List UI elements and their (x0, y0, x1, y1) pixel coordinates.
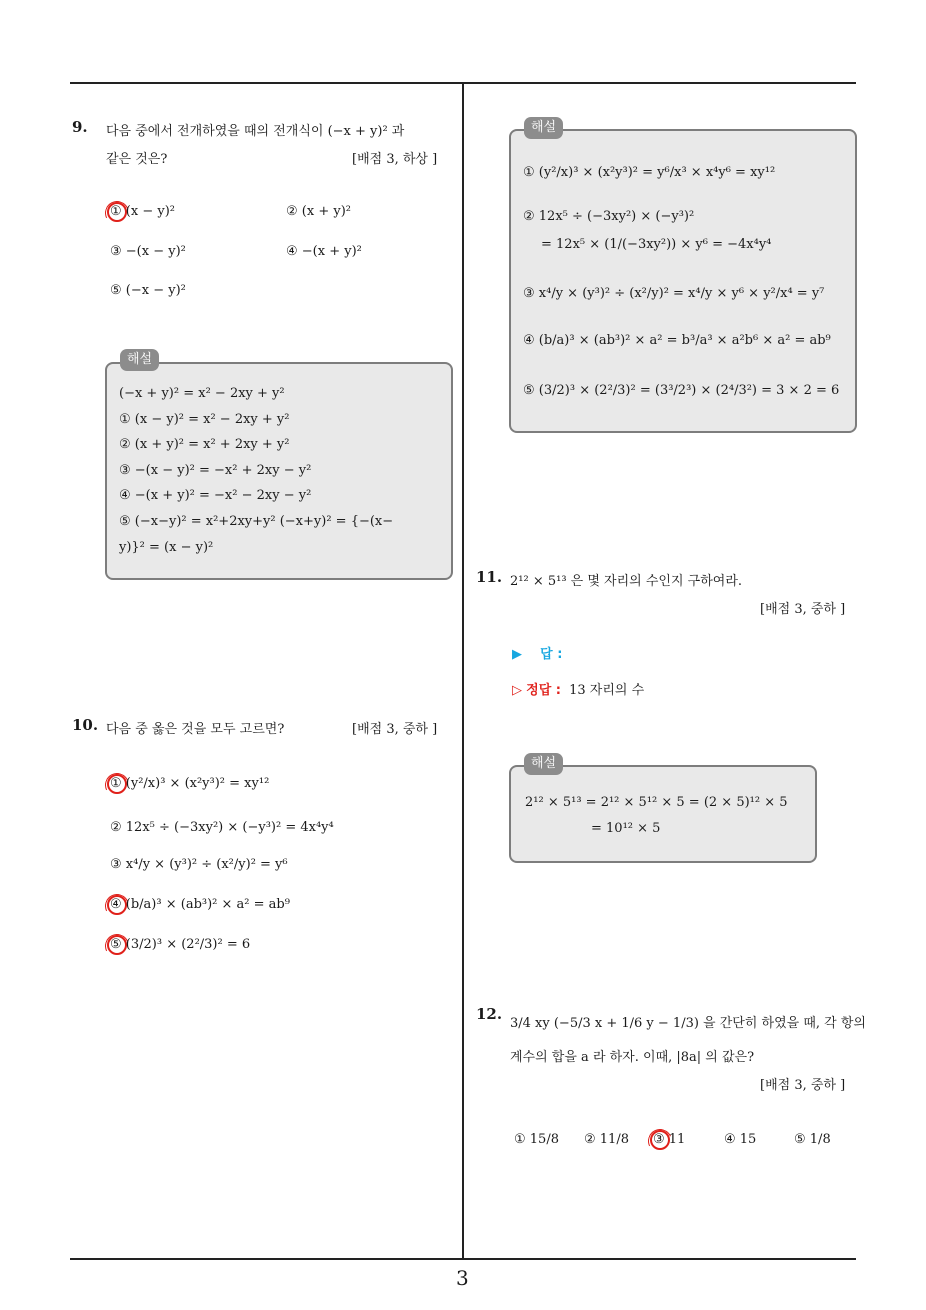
q10-solution-line-2: ② 12x⁵ ÷ (−3xy²) × (−y³)² (523, 209, 695, 224)
q9-solution-line-2: ① (x − y)² = x² − 2xy + y² (119, 412, 290, 427)
q9-number: 9. (72, 118, 88, 136)
q11-answer-label: 답 : (540, 647, 563, 662)
q12-choice-3[interactable]: ③ 11 (653, 1132, 686, 1147)
q9-text-line1: 다음 중에서 전개하였을 때의 전개식이 (−x + y)² 과 (106, 124, 405, 139)
q10-solution-line-6: ⑤ (3/2)³ × (2²/3)² = (3³/2³) × (2⁴/3²) = 3 × 2 = 6 (523, 383, 840, 398)
q10-solution-box (509, 129, 857, 433)
q12-choice-1[interactable]: ① 15/8 (514, 1132, 559, 1147)
q9-solution-tag: 해설 (120, 349, 159, 371)
q9-choice-3[interactable]: ③ −(x − y)² (110, 244, 186, 259)
q9-solution-line-1: (−x + y)² = x² − 2xy + y² (119, 386, 285, 401)
bottom-rule (70, 1258, 856, 1260)
q12-text-line2: 계수의 합을 a 라 하자. 이때, |8a| 의 값은? (510, 1050, 755, 1065)
q11-correct-row (512, 679, 644, 698)
q9-solution-line-7: y)}² = (x − y)² (119, 540, 214, 555)
q11-text: 2¹² × 5¹³ 은 몇 자리의 수인지 구하여라. (510, 574, 743, 589)
page-number: 3 (456, 1266, 469, 1290)
q9-choice-5[interactable]: ⑤ (−x − y)² (110, 283, 186, 298)
q9-solution-line-6: ⑤ (−x−y)² = x²+2xy+y² (−x+y)² = {−(x− (119, 514, 394, 529)
q10-text: 다음 중 옳은 것을 모두 고르면? (106, 722, 285, 737)
q11-solution-line-1: 2¹² × 5¹³ = 2¹² × 5¹² × 5 = (2 × 5)¹² × 5 (525, 795, 788, 810)
q9-solution-line-3: ② (x + y)² = x² + 2xy + y² (119, 437, 290, 452)
q10-solution-tag: 해설 (524, 117, 563, 139)
q10-choice-5[interactable]: ⑤ (3/2)³ × (2²/3)² = 6 (110, 937, 251, 952)
q12-text-line1: 3/4 xy (−5/3 x + 1/6 y − 1/3) 을 간단히 하였을 때, 각 항의 (510, 1016, 866, 1031)
q10-meta: [배점 3, 중하 ] (352, 722, 438, 737)
q9-text-line2: 같은 것은? (106, 152, 168, 167)
q11-correct-label: 정답 : (526, 683, 561, 698)
column-divider (462, 82, 464, 1260)
q12-choice-2[interactable]: ② 11/8 (584, 1132, 629, 1147)
q9-meta: [배점 3, 하상 ] (352, 152, 438, 167)
q11-solution-box (509, 765, 817, 863)
q10-number: 10. (72, 716, 99, 734)
q12-meta: [배점 3, 중하 ] (760, 1078, 846, 1093)
q11-correct-value: 13 자리의 수 (569, 683, 645, 698)
q11-answer-row (512, 643, 562, 662)
q11-meta: [배점 3, 중하 ] (760, 602, 846, 617)
q10-choice-2[interactable]: ② 12x⁵ ÷ (−3xy²) × (−y³)² = 4x⁴y⁴ (110, 820, 334, 835)
q12-choice-5[interactable]: ⑤ 1/8 (794, 1132, 831, 1147)
q9-solution-line-5: ④ −(x + y)² = −x² − 2xy − y² (119, 488, 312, 503)
q10-choice-1[interactable]: ① (y²/x)³ × (x²y³)² = xy¹² (110, 776, 270, 791)
q10-choice-3[interactable]: ③ x⁴/y × (y³)² ÷ (x²/y)² = y⁶ (110, 857, 288, 872)
answer-triangle-icon: ▶ (512, 647, 522, 662)
q10-choice-4[interactable]: ④ (b/a)³ × (ab³)² × a² = ab⁹ (110, 897, 290, 912)
q9-solution-box (105, 362, 453, 580)
q10-solution-line-3: = 12x⁵ × (1/(−3xy²)) × y⁶ = −4x⁴y⁴ (541, 237, 772, 252)
correct-triangle-icon: ▷ (512, 683, 522, 698)
q11-solution-tag: 해설 (524, 753, 563, 775)
q9-choice-4[interactable]: ④ −(x + y)² (286, 244, 362, 259)
q9-choice-2[interactable]: ② (x + y)² (286, 204, 351, 219)
q9-solution-line-4: ③ −(x − y)² = −x² + 2xy − y² (119, 463, 312, 478)
q10-solution-line-4: ③ x⁴/y × (y³)² ÷ (x²/y)² = x⁴/y × y⁶ × y²/x⁴ = y⁷ (523, 286, 825, 301)
q10-solution-line-5: ④ (b/a)³ × (ab³)² × a² = b³/a³ × a²b⁶ × a² = ab⁹ (523, 333, 831, 348)
q10-solution-line-1: ① (y²/x)³ × (x²y³)² = y⁶/x³ × x⁴y⁶ = xy¹² (523, 165, 776, 180)
q11-number: 11. (476, 568, 503, 586)
q11-solution-line-2: = 10¹² × 5 (591, 821, 661, 836)
q12-choice-4[interactable]: ④ 15 (724, 1132, 757, 1147)
q12-number: 12. (476, 1005, 503, 1023)
q9-choice-1[interactable]: ① (x − y)² (110, 204, 175, 219)
